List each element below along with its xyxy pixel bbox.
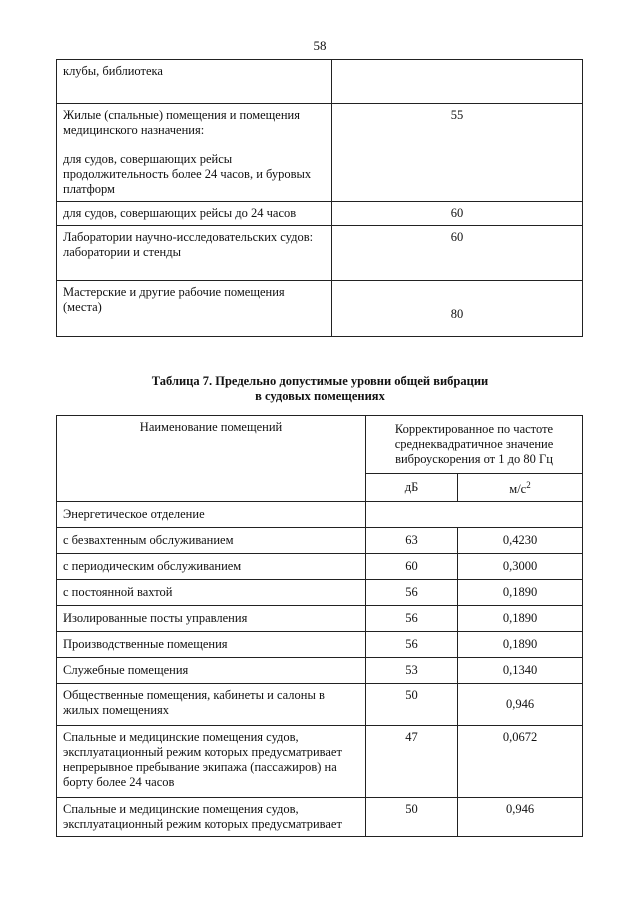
vibration-table [56, 415, 583, 837]
value-cell [332, 60, 583, 104]
room-name: Жилые (спальные) помещения и помещения медицинского назначения: [63, 108, 300, 137]
db-value: 56 [366, 580, 458, 606]
room-name-cell: для судов, совершающих рейсы до 24 часов [57, 202, 332, 226]
room-name: Общественные помещения, кабинеты и салоны в жилых помещениях [57, 684, 366, 726]
value-cell: 55 [332, 104, 583, 202]
ms2-value: 0,1890 [458, 632, 583, 658]
header-acceleration: Корректированное по частоте среднеквадратичное значение виброускорения от 1 до 80 Гц [366, 416, 583, 474]
room-name-cell [57, 104, 332, 202]
room-name: Служебные помещения [57, 658, 366, 684]
value-cell: 80 [332, 281, 583, 337]
room-name: клубы, библиотека [63, 64, 163, 78]
section-label: Энергетическое отделение [57, 502, 366, 528]
ms2-value: 0,1890 [458, 580, 583, 606]
ms2-value: 0,946 [458, 798, 583, 837]
table-row [57, 726, 583, 798]
table-row [57, 554, 583, 580]
db-value: 60 [366, 554, 458, 580]
db-value: 56 [366, 606, 458, 632]
table-row [57, 658, 583, 684]
value-cell: 60 [332, 226, 583, 281]
table-row [57, 226, 583, 281]
table-row [57, 202, 583, 226]
section-row [57, 502, 583, 528]
db-value: 53 [366, 658, 458, 684]
ms2-value: 0,1340 [458, 658, 583, 684]
header-row [57, 416, 583, 474]
db-value: 47 [366, 726, 458, 798]
room-name: Спальные и медицинские помещения судов, эксплуатационный режим которых предусматривает [57, 798, 366, 837]
table-row [57, 606, 583, 632]
header-ms2 [458, 474, 583, 502]
db-value: 56 [366, 632, 458, 658]
ms2-value: 0,3000 [458, 554, 583, 580]
db-value: 63 [366, 528, 458, 554]
room-name: с периодическим обслуживанием [57, 554, 366, 580]
table-row [57, 104, 583, 202]
page-number: 58 [313, 38, 327, 53]
room-name: Спальные и медицинские помещения судов, эксплуатационный режим которых предусматривает непрерывное пребывание экипажа (пассажиров) на борту более 24 часов [57, 726, 366, 798]
table-row [57, 580, 583, 606]
value-cell: 60 [332, 202, 583, 226]
room-name: с постоянной вахтой [57, 580, 366, 606]
table-row [57, 632, 583, 658]
table-row [57, 60, 583, 104]
ms2-value: 0,1890 [458, 606, 583, 632]
caption-line-2: в судовых помещениях [255, 389, 385, 403]
room-name-sub: для судов, совершающих рейсы продолжительность более 24 часов, и буровых платформ [63, 152, 312, 196]
db-value: 50 [366, 798, 458, 837]
table-row [57, 528, 583, 554]
table-caption [0, 374, 640, 404]
room-name-cell [57, 60, 332, 104]
table-row [57, 684, 583, 726]
header-room-name: Наименование помещений [57, 416, 366, 502]
empty-cell [366, 502, 583, 528]
unit-base: м/с [509, 482, 527, 497]
db-value: 50 [366, 684, 458, 726]
ms2-value: 0,0672 [458, 726, 583, 798]
header-db: дБ [366, 474, 458, 502]
caption-line-1: Таблица 7. Предельно допустимые уровни общей вибрации [151, 374, 489, 388]
room-name: Производственные помещения [57, 632, 366, 658]
ms2-value: 0,946 [458, 684, 583, 726]
noise-table-continued [56, 59, 583, 337]
table-row [57, 281, 583, 337]
room-name: Изолированные посты управления [57, 606, 366, 632]
room-name: с безвахтенным обслуживанием [57, 528, 366, 554]
room-name-cell: Лаборатории научно-исследовательских судов: лаборатории и стенды [57, 226, 332, 281]
table-row [57, 798, 583, 837]
room-name-cell: Мастерские и другие рабочие помещения (места) [57, 281, 332, 337]
ms2-value: 0,4230 [458, 528, 583, 554]
unit-exponent: 2 [526, 480, 531, 490]
